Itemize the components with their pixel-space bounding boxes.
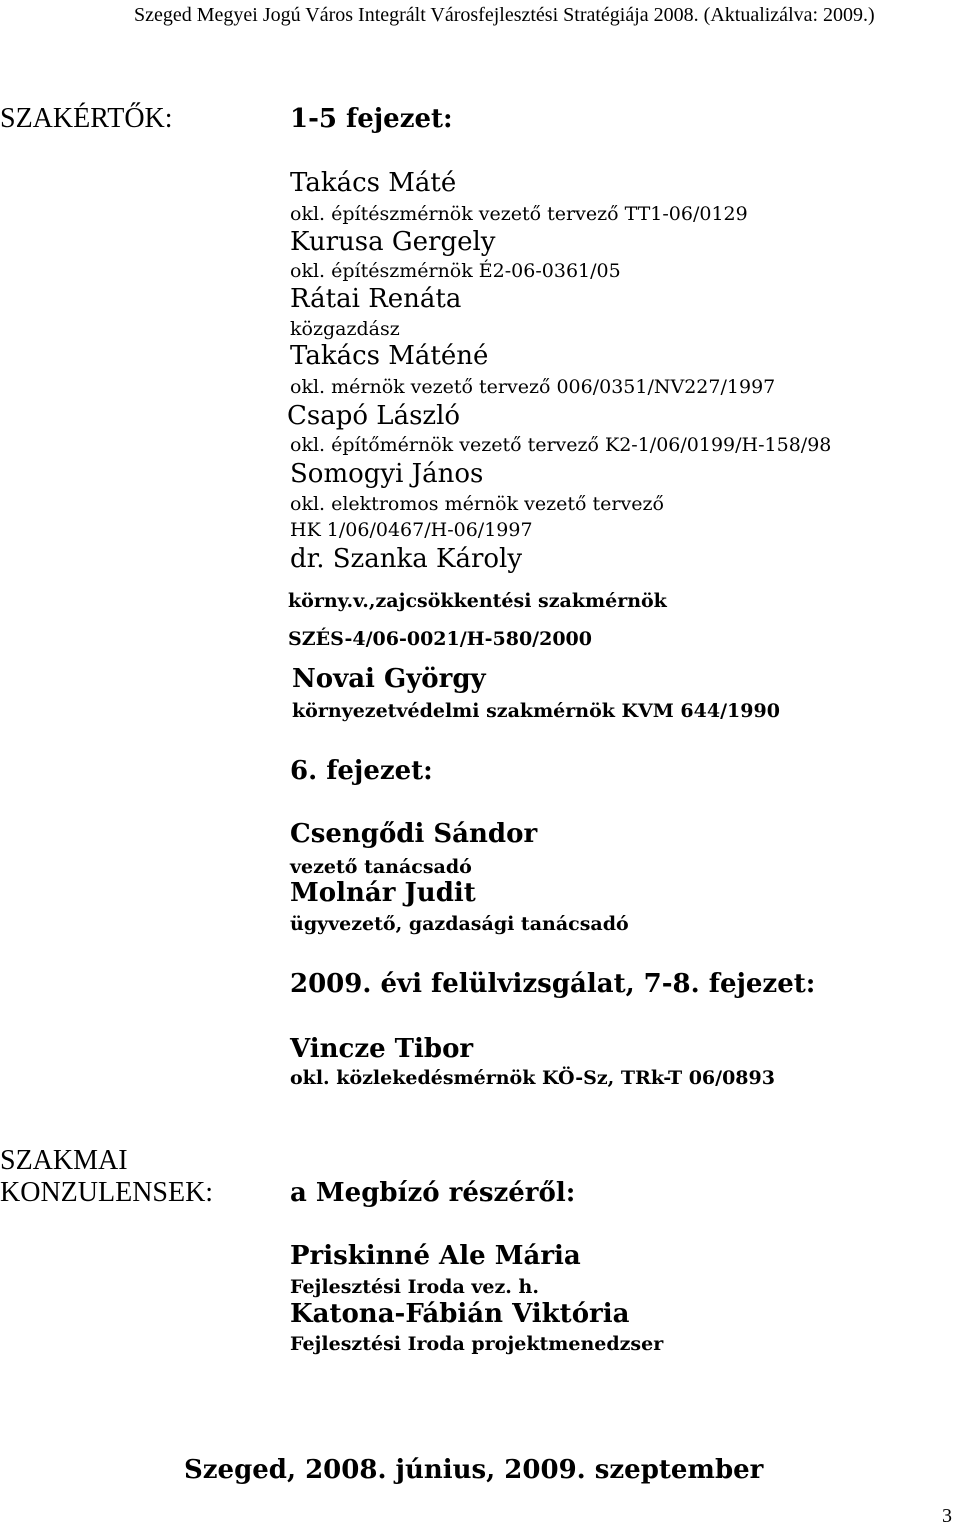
person-name: Kurusa Gergely: [290, 227, 496, 257]
section-heading-client: a Megbízó részéről:: [290, 1178, 576, 1208]
person-name: Novai György: [292, 664, 486, 694]
person-name: Vincze Tibor: [290, 1034, 474, 1064]
person-name: Rátai Renáta: [290, 284, 462, 314]
person-role: okl. építőmérnök vezető tervező K2-1/06/0199/H-158/98: [290, 434, 832, 456]
section-heading-1-5: 1-5 fejezet:: [290, 104, 453, 134]
section-heading-6: 6. fejezet:: [290, 756, 433, 786]
person-role: okl. elektromos mérnök vezető tervező: [290, 493, 664, 515]
person-name: Somogyi János: [290, 459, 484, 489]
person-role: okl. építészmérnök É2-06-0361/05: [290, 260, 621, 282]
person-role: közgazdász: [290, 318, 400, 340]
person-name: Priskinné Ale Mária: [290, 1241, 581, 1271]
person-role: Fejlesztési Iroda projektmenedzser: [290, 1333, 664, 1355]
person-role: Fejlesztési Iroda vez. h.: [290, 1276, 539, 1298]
experts-label: SZAKÉRTŐK:: [0, 103, 173, 134]
consultants-label-line2: KONZULENSEK:: [0, 1177, 214, 1208]
person-role: környezetvédelmi szakmérnök KVM 644/1990: [292, 700, 780, 722]
section-heading-review: 2009. évi felülvizsgálat, 7-8. fejezet:: [290, 969, 816, 999]
person-role-line2: SZÉS-4/06-0021/H-580/2000: [288, 628, 592, 650]
person-role: ügyvezető, gazdasági tanácsadó: [290, 913, 629, 935]
consultants-label-line1: SZAKMAI: [0, 1145, 128, 1176]
person-role: körny.v.,zajcsökkentési szakmérnök: [288, 590, 667, 612]
person-name: Csapó László: [287, 401, 461, 431]
place-and-date: Szeged, 2008. június, 2009. szeptember: [184, 1455, 764, 1485]
person-name: Katona-Fábián Viktória: [290, 1299, 630, 1329]
person-name: Takács Máténé: [290, 341, 489, 371]
person-name: dr. Szanka Károly: [290, 544, 523, 574]
page-number: 3: [942, 1505, 952, 1527]
person-name: Csengődi Sándor: [290, 819, 538, 849]
person-role: vezető tanácsadó: [290, 856, 472, 878]
person-role: okl. közlekedésmérnök KÖ-Sz, TRk-T 06/0893: [290, 1067, 775, 1089]
person-role: okl. mérnök vezető tervező 006/0351/NV227/1997: [290, 376, 776, 398]
person-role: okl. építészmérnök vezető tervező TT1-06/0129: [290, 203, 748, 225]
person-role-line2: HK 1/06/0467/H-06/1997: [290, 519, 533, 541]
person-name: Molnár Judit: [290, 878, 476, 908]
person-name: Takács Máté: [290, 168, 457, 198]
running-header: Szeged Megyei Jogú Város Integrált Városfejlesztési Stratégiája 2008. (Aktualizálva: 2009.): [134, 4, 875, 26]
